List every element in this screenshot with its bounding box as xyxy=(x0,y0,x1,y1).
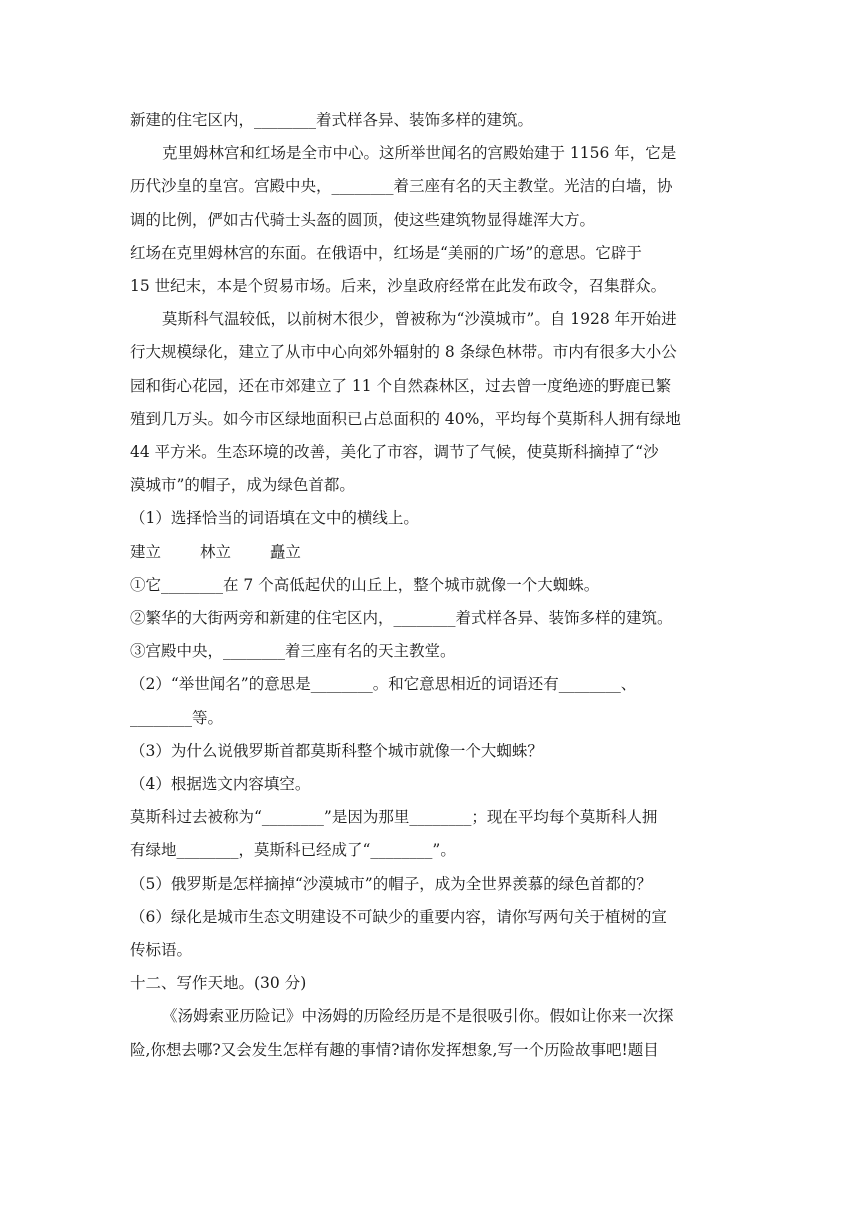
text-line: 传标语。 xyxy=(130,941,193,960)
text-line: 园和街心花园，还在市郊建立了 11 个自然森林区，过去曾一度绝迹的野鹿已繁 xyxy=(130,376,672,395)
fill-item-2: ②繁华的大街两旁和新建的住宅区内，________着式样各异、装饰多样的建筑。 xyxy=(130,609,673,628)
question-4: （4）根据选文内容填空。 xyxy=(130,775,311,794)
text-line: ________等。 xyxy=(130,708,224,727)
text-line: 殖到几万头。如今市区绿地面积已占总面积的 40%，平均每个莫斯科人拥有绿地 xyxy=(130,409,681,428)
fill-item-1: ①它________在 7 个高低起伏的山丘上，整个城市就像一个大蜘蛛。 xyxy=(130,575,600,594)
text-line: 新建的住宅区内，________着式样各异、装饰多样的建筑。 xyxy=(130,111,534,129)
text-line: 行大规模绿化，建立了从市中心向郊外辐射的 8 条绿色林带。市内有很多大小公 xyxy=(130,343,677,362)
word-option: 矗立 xyxy=(269,542,301,561)
text-line: 克里姆林宫和红场是全市中心。这所举世闻名的宫殿始建于 1156 年，它是 xyxy=(162,144,677,163)
question-3: （3）为什么说俄罗斯首都莫斯科整个城市就像一个大蜘蛛？ xyxy=(130,741,543,760)
section-heading: 十二、写作天地。(30 分) xyxy=(130,974,307,993)
text-line: 漠城市”的帽子，成为绿色首都。 xyxy=(130,476,355,495)
text-line: 《汤姆索亚历险记》中汤姆的历险经历是不是很吸引你。假如让你来一次探 xyxy=(162,1007,674,1026)
question-1: （1）选择恰当的词语填在文中的横线上。 xyxy=(130,509,419,528)
question-2: （2）“举世闻名”的意思是________。和它意思相近的词语还有________、 xyxy=(130,675,637,694)
text-line: 莫斯科过去被称为“________”是因为那里________；现在平均每个莫斯科人拥 xyxy=(130,808,658,827)
fill-item-3: ③宫殿中央，________着三座有名的天主教堂。 xyxy=(130,642,456,661)
text-line: 有绿地________，莫斯科已经成了“________”。 xyxy=(130,841,456,860)
text-line: 红场在克里姆林宫的东面。在俄语中，红场是“美丽的广场”的意思。它辟于 xyxy=(130,243,642,262)
question-6: （6）绿化是城市生态文明建设不可缺少的重要内容，请你写两句关于植树的宣 xyxy=(130,907,667,926)
text-line: 历代沙皇的皇宫。宫殿中央，________着三座有名的天主教堂。光洁的白墙，协 xyxy=(130,177,673,196)
text-line: 险,你想去哪?又会发生怎样有趣的事情?请你发挥想象,写一个历险故事吧!题目 xyxy=(130,1040,659,1059)
text-line: 调的比例，俨如古代骑士头盔的圆顶，使这些建筑物显得雄浑大方。 xyxy=(130,210,596,229)
word-option: 建立 xyxy=(130,542,162,561)
document-body xyxy=(130,104,742,1067)
question-5: （5）俄罗斯是怎样摘掉“沙漠城市”的帽子，成为全世界羡慕的绿色首都的？ xyxy=(130,874,652,893)
text-line: 莫斯科气温较低，以前树木很少，曾被称为“沙漠城市”。自 1928 年开始进 xyxy=(162,310,677,329)
text-line: 15 世纪末，本是个贸易市场。后来，沙皇政府经常在此发布政令，召集群众。 xyxy=(130,277,667,296)
text-line: 44 平方米。生态环境的改善，美化了市容，调节了气候，使莫斯科摘掉了“沙 xyxy=(130,443,659,462)
word-options xyxy=(130,536,742,569)
word-option: 林立 xyxy=(199,542,231,561)
